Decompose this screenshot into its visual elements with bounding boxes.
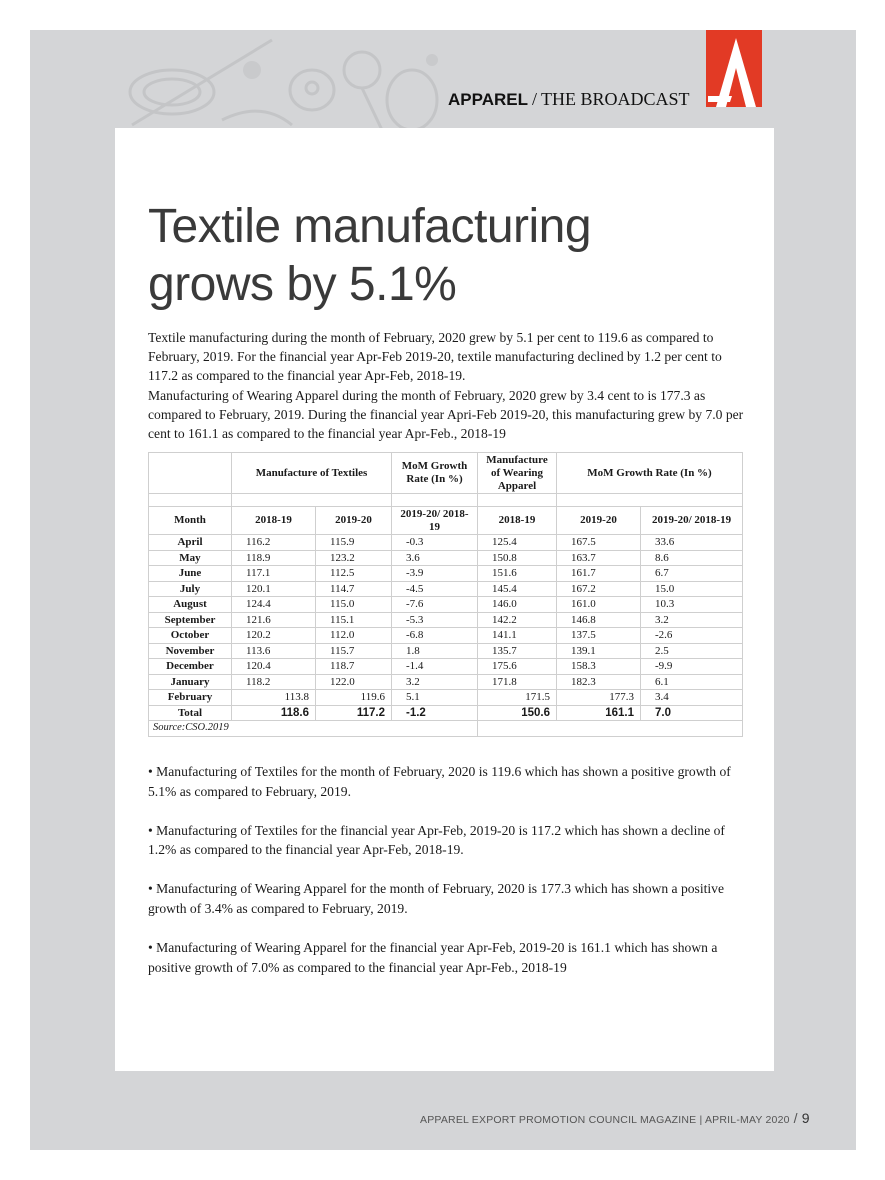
table-body [149,535,743,690]
column-header-cell: 2019-20/ 2018-19 [641,507,743,535]
table-cell: 5.1 [392,690,478,706]
table-cell: 171.8 [478,674,557,690]
table-cell: 6.1 [641,674,743,690]
table-cell: 146.0 [478,597,557,613]
table-cell: 124.4 [232,597,316,613]
table-cell: 113.6 [232,643,316,659]
table-group-header [149,453,743,494]
table-cell: 113.8 [232,690,316,706]
table-cell: June [149,566,232,582]
header-apparel: APPAREL [448,90,528,109]
table-cell: 115.0 [316,597,392,613]
sewing-tools-illustration [112,30,442,132]
table-row [149,597,743,613]
table-cell: -5.3 [392,612,478,628]
table-cell: September [149,612,232,628]
table-cell: 10.3 [641,597,743,613]
table-cell: 118.2 [232,674,316,690]
table-cell: 3.2 [641,612,743,628]
table-row [149,566,743,582]
table-cell: 2.5 [641,643,743,659]
table-cell: -9.9 [641,659,743,675]
table-cell: 115.1 [316,612,392,628]
column-header-cell: 2018-19 [478,507,557,535]
table-cell: 119.6 [316,690,392,706]
table-row [149,659,743,675]
table-cell: 161.0 [557,597,641,613]
page-footer [420,1110,810,1126]
table-row [149,674,743,690]
footer-slash: / [793,1110,798,1126]
intro-text [148,328,748,443]
table-cell: 118.7 [316,659,392,675]
table-cell: -2.6 [641,628,743,644]
table-cell: -3.9 [392,566,478,582]
table-cell: -7.6 [392,597,478,613]
table-cell: 112.0 [316,628,392,644]
table-cell: 161.7 [557,566,641,582]
table-source: Source:CSO.2019 [149,721,478,737]
table-cell: 182.3 [557,674,641,690]
table-cell: 161.1 [557,705,641,721]
title-line-1: Textile manufacturing [148,200,592,253]
table-cell: 1.8 [392,643,478,659]
column-header-cell: 2019-20 [557,507,641,535]
bullet-item: • Manufacturing of Textiles for the month of February, 2020 is 119.6 which has shown a positive growth of 5.1% as compared to February, 2019. [148,764,731,799]
table-cell: 146.8 [557,612,641,628]
logo-icon [706,30,762,107]
bullet-item: • Manufacturing of Wearing Apparel for the month of February, 2020 is 177.3 which has shown a positive growth of 3.4% as compared to February, 2019. [148,881,724,916]
column-header-cell: 2018-19 [232,507,316,535]
table-cell: 120.4 [232,659,316,675]
table-cell: May [149,550,232,566]
table-cell: 135.7 [478,643,557,659]
header-broadcast: THE BROADCAST [541,89,690,109]
table-cell: 150.6 [478,705,557,721]
table-cell: 15.0 [641,581,743,597]
table-row [149,612,743,628]
table-cell: 115.9 [316,535,392,551]
table-cell: 116.2 [232,535,316,551]
table-cell: April [149,535,232,551]
table-cell: 171.5 [478,690,557,706]
table-cell: 117.1 [232,566,316,582]
table-cell: -1.4 [392,659,478,675]
bullet-item: • Manufacturing of Wearing Apparel for the financial year Apr-Feb, 2019-20 is 161.1 which has shown a positive growth of 7.0% as compared to the financial year Apr-Feb., 2018-19 [148,940,718,975]
table-cell: 175.6 [478,659,557,675]
manufacturing-table [148,452,743,737]
bullet-list [148,762,748,997]
table-cell: 118.6 [232,705,316,721]
table-cell: 177.3 [557,690,641,706]
table-row [149,643,743,659]
table-column-header [149,507,743,535]
intro-paragraph: Textile manufacturing during the month of February, 2020 grew by 5.1 per cent to 119.6 as compared to February, 2019. For the financial year Apr-Feb 2019-20, textile manufacturing declined by 1.2 per cent to 117.2 as compared to the financial year Apr-Feb, 2018-19. [148,330,722,384]
table-cell: 112.5 [316,566,392,582]
table-row-total [149,705,743,721]
table-cell: November [149,643,232,659]
table-cell: 139.1 [557,643,641,659]
table-cell: 120.1 [232,581,316,597]
table-row [149,550,743,566]
table-cell: July [149,581,232,597]
table-cell: 137.5 [557,628,641,644]
table-cell: 158.3 [557,659,641,675]
table-cell: 33.6 [641,535,743,551]
table-cell: February [149,690,232,706]
intro-paragraph: Manufacturing of Wearing Apparel during the month of February, 2020 grew by 3.4 cent to is 177.3 as compared to February, 2019. During the financial year Apri-Feb 2019-20, this manufacturing grew by 7.0 per cent to 161.1 as compared to the financial year Apr-Feb., 2018-19 [148,387,744,442]
table-cell: 7.0 [641,705,743,721]
group-header-cell: MoM Growth Rate (In %) [557,453,743,494]
table-cell: 142.2 [478,612,557,628]
table-cell: 163.7 [557,550,641,566]
table-cell: Total [149,705,232,721]
table-cell: 3.2 [392,674,478,690]
table-cell: 123.2 [316,550,392,566]
table-cell: 6.7 [641,566,743,582]
table-cell: 120.2 [232,628,316,644]
bullet-item: • Manufacturing of Textiles for the financial year Apr-Feb, 2019-20 is 117.2 which has shown a decline of 1.2% as compared to the financial year Apr-Feb, 2018-19. [148,822,725,858]
title-line-2: grows by 5.1% [148,258,457,311]
table-cell: August [149,597,232,613]
group-header-cell: Manufacture of Wearing Apparel [478,453,557,494]
table-cell: -4.5 [392,581,478,597]
table-cell: 121.6 [232,612,316,628]
section-header [448,89,690,110]
table-cell: 114.7 [316,581,392,597]
table-cell: 167.5 [557,535,641,551]
table-row [149,535,743,551]
table-cell: 145.4 [478,581,557,597]
footer-magazine: APPAREL EXPORT PROMOTION COUNCIL MAGAZINE | APRIL-MAY 2020 [420,1114,790,1126]
article-title [148,198,591,314]
header-separator: / [531,89,537,109]
table-cell: 151.6 [478,566,557,582]
table-cell: 3.6 [392,550,478,566]
table-row [149,628,743,644]
column-header-cell: 2019-20/ 2018-19 [392,507,478,535]
table-cell: -0.3 [392,535,478,551]
group-header-cell: MoM Growth Rate (In %) [392,453,478,494]
table-cell: January [149,674,232,690]
table-cell: 118.9 [232,550,316,566]
table-row-february [149,690,743,706]
table-cell: 141.1 [478,628,557,644]
column-header-cell: 2019-20 [316,507,392,535]
table-cell: 8.6 [641,550,743,566]
table-cell: 167.2 [557,581,641,597]
table-cell: 125.4 [478,535,557,551]
column-header-cell: Month [149,507,232,535]
page-number: 9 [801,1110,810,1126]
table-cell: 150.8 [478,550,557,566]
table-cell: December [149,659,232,675]
table-cell: -6.8 [392,628,478,644]
table-cell: -1.2 [392,705,478,721]
table-source-row [149,721,743,737]
table-cell: October [149,628,232,644]
table-cell: 3.4 [641,690,743,706]
table-cell: 117.2 [316,705,392,721]
table-cell: 115.7 [316,643,392,659]
table-row [149,581,743,597]
table-cell: 122.0 [316,674,392,690]
group-header-cell: Manufacture of Textiles [232,453,392,494]
